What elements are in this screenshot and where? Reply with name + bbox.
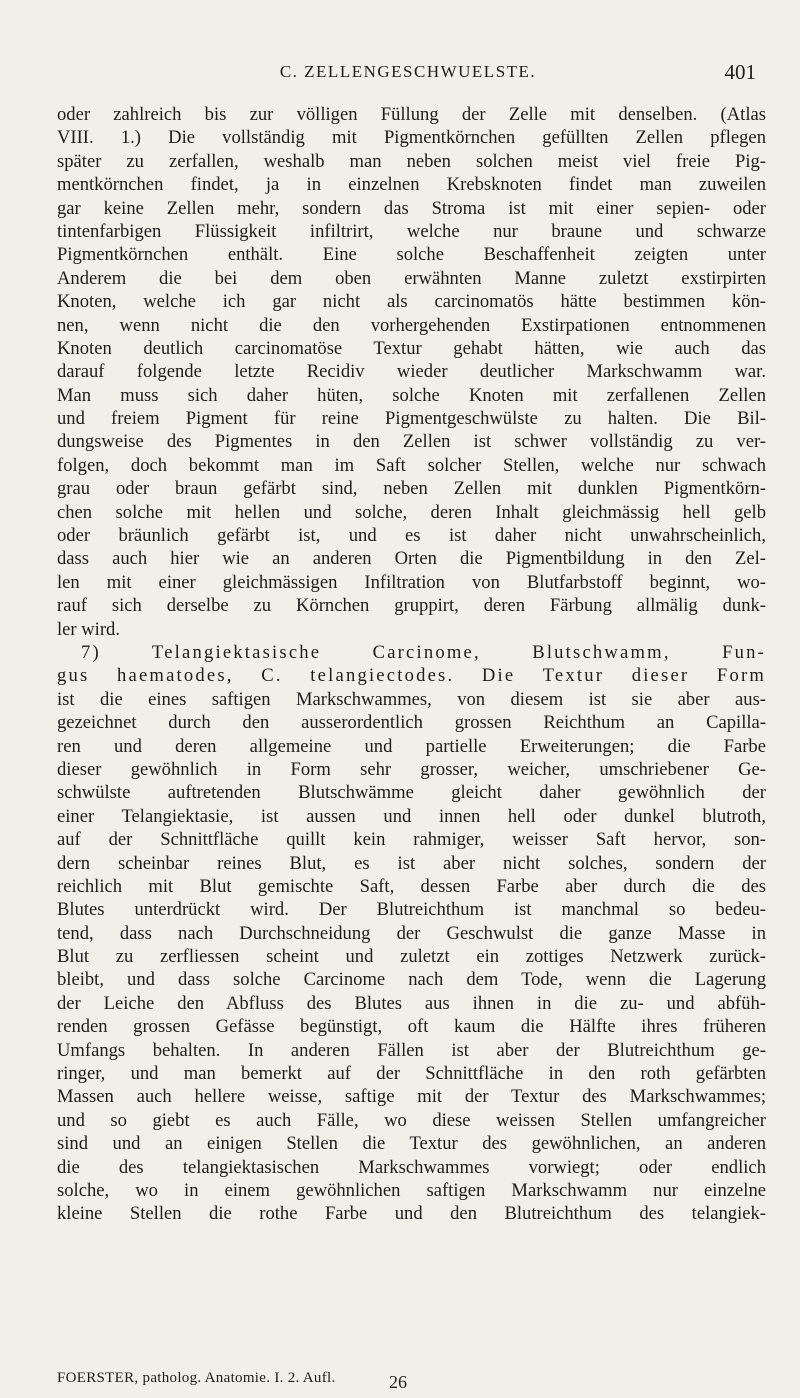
text-line: Man muss sich daher hüten, solche Knoten mit zerfallenen Zellen: [57, 384, 766, 406]
text-line: renden grossen Gefässe begünstigt, oft kaum die Hälfte ihres früheren: [57, 1016, 766, 1038]
text-line: len mit einer gleichmässigen Infiltration von Blutfarbstoff beginnt, wo-: [57, 571, 766, 593]
text-line: Anderem die bei dem oben erwähnten Manne zuletzt exstirpirten: [57, 267, 766, 289]
text-line: oder bräunlich gefärbt ist, und es ist daher nicht unwahrscheinlich,: [57, 525, 766, 547]
text-line: chen solche mit hellen und solche, deren Inhalt gleichmässig hell gelb: [57, 501, 766, 523]
text-line: bleibt, und dass solche Carcinome nach dem Tode, wenn die Lagerung: [57, 969, 766, 991]
text-line: dass auch hier wie an anderen Orten die Pigmentbildung in den Zel-: [57, 548, 766, 570]
footnote: FOERSTER, patholog. Anatomie. I. 2. Aufl.: [57, 1370, 336, 1386]
text-line: reichlich mit Blut gemischte Saft, dessen Farbe aber durch die des: [57, 875, 766, 897]
text-line: nen, wenn nicht die den vorhergehenden Exstirpationen entnommenen: [57, 314, 766, 336]
text-line: auf der Schnittfläche quillt kein rahmiger, weisser Saft hervor, son-: [57, 829, 766, 851]
section-heading-line: gus haematodes, C. telangiectodes. Die Textur dieser Form: [57, 665, 766, 687]
text-line: gar keine Zellen mehr, sondern das Stroma ist mit einer sepien- oder: [57, 197, 766, 219]
text-line: folgen, doch bekommt man im Saft solcher Stellen, welche nur schwach: [57, 454, 766, 476]
text-line: solche, wo in einem gewöhnlichen saftigen Markschwamm nur einzelne: [57, 1179, 766, 1201]
text-line: später zu zerfallen, weshalb man neben solchen meist viel freie Pig-: [57, 150, 766, 172]
page-footer: [57, 1370, 766, 1394]
text-line: und so giebt es auch Fälle, wo diese weissen Stellen umfangreicher: [57, 1109, 766, 1131]
text-line: tend, dass nach Durchschneidung der Geschwulst die ganze Masse in: [57, 922, 766, 944]
text-line: kleine Stellen die rothe Farbe und den Blutreichthum des telangiek-: [57, 1203, 766, 1225]
text-line: Blut zu zerfliessen scheint und zuletzt ein zottiges Netzwerk zurück-: [57, 946, 766, 968]
text-line: schwülste auftretenden Blutschwämme gleicht daher gewöhnlich der: [57, 782, 766, 804]
text-line: die des telangiektasischen Markschwammes vorwiegt; oder endlich: [57, 1156, 766, 1178]
page-number: 401: [724, 60, 756, 84]
text-line: ist die eines saftigen Markschwammes, von diesem ist sie aber aus-: [57, 688, 766, 710]
text-line: mentkörnchen findet, ja in einzelnen Krebsknoten findet man zuweilen: [57, 174, 766, 196]
text-line: dern scheinbar reines Blut, es ist aber nicht solches, sondern der: [57, 852, 766, 874]
text-line: Blutes unterdrückt wird. Der Blutreichthum ist manchmal so bedeu-: [57, 899, 766, 921]
text-line: gezeichnet durch den ausserordentlich grossen Reichthum an Capilla-: [57, 712, 766, 734]
page-header: [60, 60, 756, 90]
text-line: Pigmentkörnchen enthält. Eine solche Beschaffenheit zeigten unter: [57, 244, 766, 266]
text-line: Knoten deutlich carcinomatöse Textur gehabt hätten, wie auch das: [57, 337, 766, 359]
text-line: ren und deren allgemeine und partielle Erweiterungen; die Farbe: [57, 735, 766, 757]
paragraph-end-line: ler wird.: [57, 618, 120, 640]
text-line: Knoten, welche ich gar nicht als carcinomatös hätte bestimmen kön-: [57, 291, 766, 313]
text-line: und freiem Pigment für reine Pigmentgeschwülste zu halten. Die Bil-: [57, 408, 766, 430]
text-line: rauf sich derselbe zu Körnchen gruppirt, deren Färbung allmälig dunk-: [57, 595, 766, 617]
text-line: Massen auch hellere weisse, saftige mit der Textur des Markschwammes;: [57, 1086, 766, 1108]
section-heading-line: 7) Telangiektasische Carcinome, Blutschwamm, Fun-: [81, 641, 766, 663]
text-line: der Leiche den Abfluss des Blutes aus ihnen in die zu- und abfüh-: [57, 992, 766, 1014]
signature-mark: 26: [389, 1372, 407, 1392]
running-title: C. ZELLENGESCHWUELSTE.: [279, 62, 537, 81]
text-line: sind und an einigen Stellen die Textur des gewöhnlichen, an anderen: [57, 1133, 766, 1155]
text-line: dieser gewöhnlich in Form sehr grosser, weicher, umschriebener Ge-: [57, 758, 766, 780]
text-line: einer Telangiektasie, ist aussen und innen hell oder dunkel blutroth,: [57, 805, 766, 827]
text-line: VIII. 1.) Die vollständig mit Pigmentkörnchen gefüllten Zellen pflegen: [57, 127, 766, 149]
text-line: oder zahlreich bis zur völligen Füllung der Zelle mit denselben. (Atlas: [57, 104, 766, 125]
body-text: [57, 103, 766, 1226]
text-line: ringer, und man bemerkt auf der Schnittfläche in den roth gefärbten: [57, 1063, 766, 1085]
text-line: Umfangs behalten. In anderen Fällen ist aber der Blutreichthum ge-: [57, 1039, 766, 1061]
text-line: darauf folgende letzte Recidiv wieder deutlicher Markschwamm war.: [57, 361, 766, 383]
text-line: grau oder braun gefärbt sind, neben Zellen mit dunklen Pigmentkörn-: [57, 478, 766, 500]
text-line: tintenfarbigen Flüssigkeit infiltrirt, welche nur braune und schwarze: [57, 220, 766, 242]
text-line: dungsweise des Pigmentes in den Zellen ist schwer vollständig zu ver-: [57, 431, 766, 453]
